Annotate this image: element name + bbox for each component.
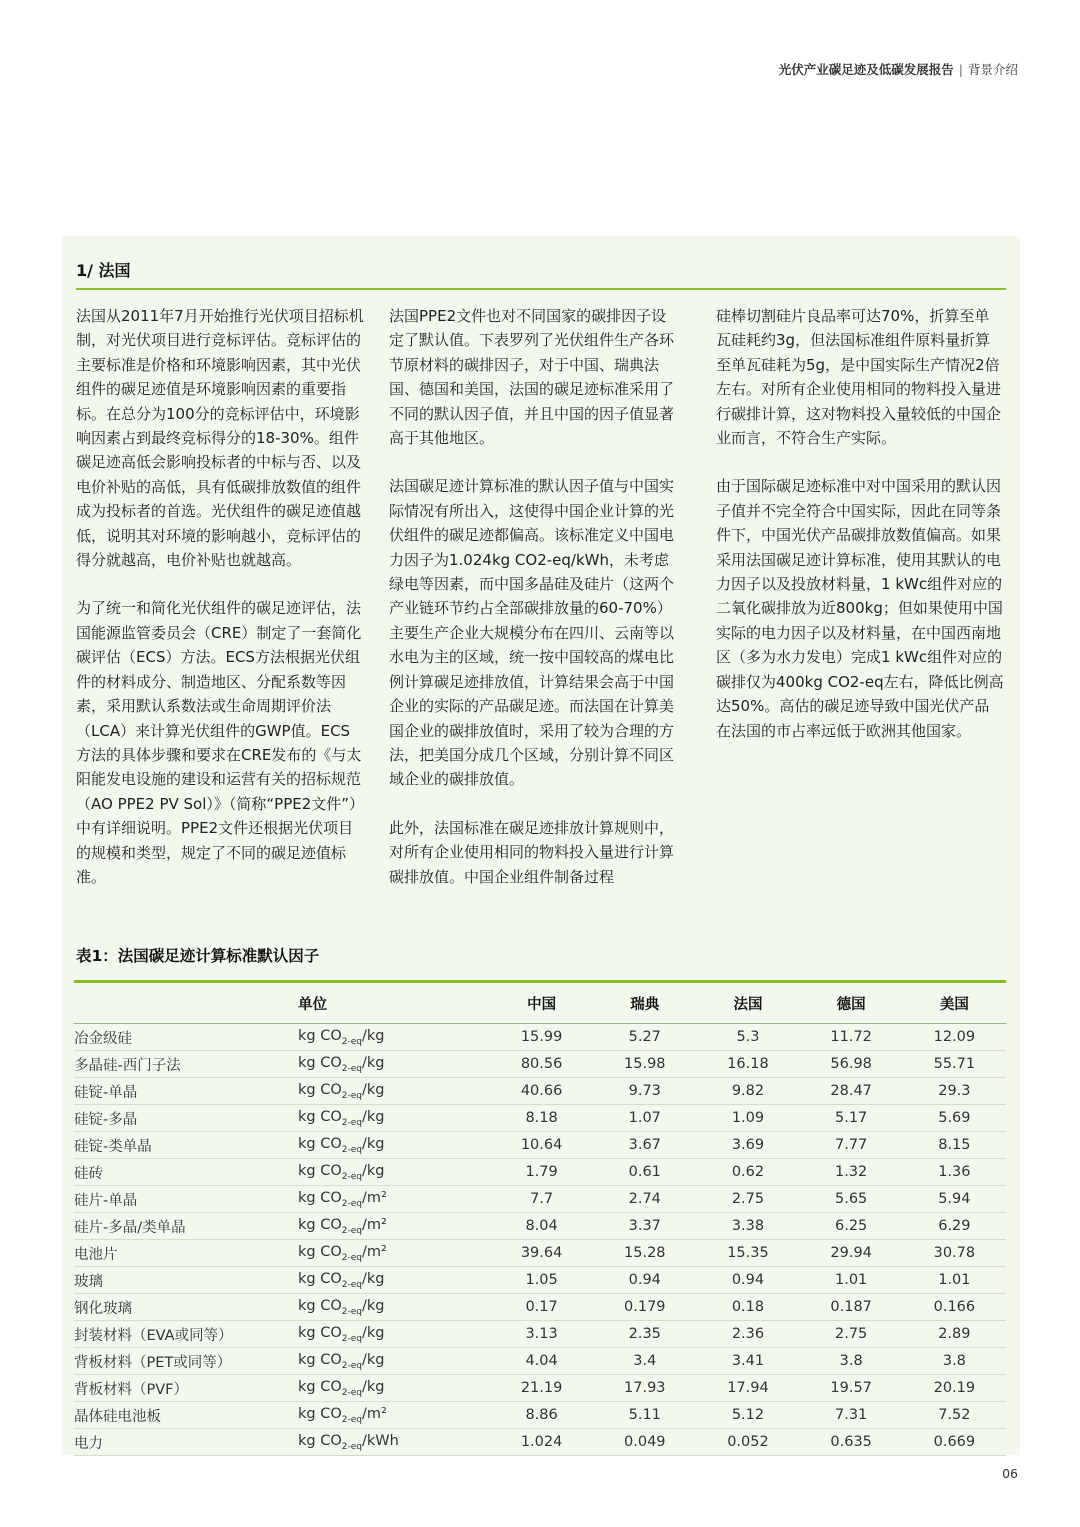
unit-subscript: 2-eq [341, 1198, 362, 1209]
factor-value: 8.15 [903, 1132, 1006, 1159]
unit-suffix: /m² [361, 1216, 387, 1233]
factor-value: 1.79 [490, 1159, 593, 1186]
factor-value: 3.69 [696, 1132, 799, 1159]
material-name: 背板材料（PVF） [74, 1375, 292, 1402]
table-title: 表1：法国碳足迹计算标准默认因子 [76, 947, 320, 965]
unit-suffix: /m² [361, 1189, 387, 1206]
factor-value: 55.71 [903, 1051, 1006, 1078]
table-row [74, 1267, 1006, 1294]
table-row [74, 1159, 1006, 1186]
material-name: 晶体硅电池板 [74, 1402, 292, 1429]
factor-value: 1.32 [800, 1159, 903, 1186]
factor-value: 0.049 [593, 1429, 696, 1456]
section-name: 背景介绍 [967, 62, 1018, 77]
factor-value: 11.72 [800, 1024, 903, 1051]
factor-value: 0.635 [800, 1429, 903, 1456]
column-header-sweden: 瑞典 [593, 982, 696, 1024]
paragraph: 由于国际碳足迹标准中对中国采用的默认因子值并不完全符合中国实际，因此在同等条件下，中国光伏产品碳排放数值偏高。如果采用法国碳足迹计算标准，使用其默认的电力因子以及投放材料量，1 kWc组件对应的二氧化碳排放为近800kg；但如果使用中国实际的电力因子以及材料量，在中国西南地区（多为水力发电）完成1 kWc组件对应的碳排仅为400kg CO2-eq左右，降低比例高达50%。高估的碳足迹导致中国光伏产品在法国的市占率远低于欧洲其他国家。 [716, 477, 1004, 740]
factor-value: 1.01 [800, 1267, 903, 1294]
table-body [74, 1024, 1006, 1456]
factor-value: 15.35 [696, 1240, 799, 1267]
factor-value: 40.66 [490, 1078, 593, 1105]
unit-cell [292, 1294, 490, 1321]
table-row [74, 1429, 1006, 1456]
factor-value: 4.04 [490, 1348, 593, 1375]
factor-value: 2.35 [593, 1321, 696, 1348]
table-row [74, 1132, 1006, 1159]
unit-suffix: /kg [361, 1162, 385, 1179]
page-number: 06 [1002, 1466, 1018, 1481]
factor-value: 7.77 [800, 1132, 903, 1159]
content-panel [62, 236, 1020, 1455]
unit-subscript: 2-eq [341, 1279, 362, 1290]
header-separator: | [958, 62, 963, 77]
table-row [74, 1294, 1006, 1321]
factor-value: 17.94 [696, 1375, 799, 1402]
table-row [74, 1024, 1006, 1051]
factor-value: 6.29 [903, 1213, 1006, 1240]
factor-value: 2.75 [800, 1321, 903, 1348]
unit-suffix: /kg [361, 1081, 385, 1098]
unit-prefix: kg CO [298, 1054, 342, 1071]
factor-value: 39.64 [490, 1240, 593, 1267]
table-row [74, 1186, 1006, 1213]
unit-suffix: /m² [361, 1405, 387, 1422]
text-column-1 [76, 304, 364, 913]
factor-value: 2.36 [696, 1321, 799, 1348]
factor-value: 0.94 [696, 1267, 799, 1294]
unit-subscript: 2-eq [341, 1306, 362, 1317]
unit-cell [292, 1267, 490, 1294]
factor-value: 5.27 [593, 1024, 696, 1051]
unit-suffix: /kg [361, 1270, 385, 1287]
factor-value: 0.17 [490, 1294, 593, 1321]
column-header-usa: 美国 [903, 982, 1006, 1024]
factor-value: 29.94 [800, 1240, 903, 1267]
factor-value: 29.3 [903, 1078, 1006, 1105]
unit-cell [292, 1402, 490, 1429]
factor-value: 1.05 [490, 1267, 593, 1294]
factor-value: 0.62 [696, 1159, 799, 1186]
section-title: 1/ 法国 [76, 261, 131, 280]
factor-value: 15.28 [593, 1240, 696, 1267]
factor-value: 28.47 [800, 1078, 903, 1105]
material-name: 电力 [74, 1429, 292, 1456]
factor-value: 0.94 [593, 1267, 696, 1294]
material-name: 玻璃 [74, 1267, 292, 1294]
factor-value: 5.94 [903, 1186, 1006, 1213]
unit-subscript: 2-eq [341, 1117, 362, 1128]
unit-cell [292, 1159, 490, 1186]
factor-value: 80.56 [490, 1051, 593, 1078]
factor-value: 6.25 [800, 1213, 903, 1240]
factor-value: 0.669 [903, 1429, 1006, 1456]
unit-subscript: 2-eq [341, 1144, 362, 1155]
factor-value: 0.187 [800, 1294, 903, 1321]
factor-value: 1.09 [696, 1105, 799, 1132]
unit-prefix: kg CO [298, 1378, 342, 1395]
unit-suffix: /kg [361, 1108, 385, 1125]
factor-value: 3.41 [696, 1348, 799, 1375]
unit-subscript: 2-eq [341, 1036, 362, 1047]
table-row [74, 1051, 1006, 1078]
unit-suffix: /kWh [361, 1432, 399, 1449]
factor-value: 9.82 [696, 1078, 799, 1105]
factor-value: 0.166 [903, 1294, 1006, 1321]
table-header-row [74, 982, 1006, 1024]
unit-subscript: 2-eq [341, 1360, 362, 1371]
unit-cell [292, 1213, 490, 1240]
factor-value: 2.75 [696, 1186, 799, 1213]
unit-prefix: kg CO [298, 1081, 342, 1098]
factor-value: 3.13 [490, 1321, 593, 1348]
unit-cell [292, 1186, 490, 1213]
paragraph: 此外，法国标准在碳足迹排放计算规则中，对所有企业使用相同的物料投入量进行计算碳排放值。中国企业组件制备过程 [389, 818, 675, 886]
factor-value: 56.98 [800, 1051, 903, 1078]
table-row [74, 1240, 1006, 1267]
running-header [779, 60, 1018, 78]
factor-value: 1.07 [593, 1105, 696, 1132]
unit-suffix: /kg [361, 1351, 385, 1368]
unit-prefix: kg CO [298, 1405, 342, 1422]
factor-value: 9.73 [593, 1078, 696, 1105]
factor-value: 3.37 [593, 1213, 696, 1240]
factor-value: 16.18 [696, 1051, 799, 1078]
factor-value: 15.98 [593, 1051, 696, 1078]
unit-cell [292, 1132, 490, 1159]
factor-value: 3.67 [593, 1132, 696, 1159]
factor-value: 3.38 [696, 1213, 799, 1240]
factor-value: 5.65 [800, 1186, 903, 1213]
factor-value: 7.7 [490, 1186, 593, 1213]
factor-value: 19.57 [800, 1375, 903, 1402]
factor-value: 5.17 [800, 1105, 903, 1132]
unit-suffix: /kg [361, 1054, 385, 1071]
section-divider [76, 288, 1006, 290]
paragraph: 法国碳足迹计算标准的默认因子值与中国实际情况有所出入，这使得中国企业计算的光伏组件的碳足迹都偏高。该标准定义中国电力因子为1.024kg CO2-eq/kWh，未考虑绿电等因素，而中国多晶硅及硅片（这两个产业链环节约占全部碳排放量的60-70%）主要生产企业大规模分布在四川、云南等以水电为主的区域，统一按中国较高的煤电比例计算碳足迹排放值，计算结果会高于中国企业的实际的产品碳足迹。而法国在计算美国企业的碳排放值时，采用了较为合理的方法，把美国分成几个区域，分别计算不同区域企业的碳排放值。 [389, 477, 675, 789]
unit-prefix: kg CO [298, 1108, 342, 1125]
factor-value: 8.18 [490, 1105, 593, 1132]
material-name: 冶金级硅 [74, 1024, 292, 1051]
unit-subscript: 2-eq [341, 1414, 362, 1425]
paragraph: 法国从2011年7月开始推行光伏项目招标机制，对光伏项目进行竞标评估。竞标评估的主要标准是价格和环境影响因素，其中光伏组件的碳足迹值是环境影响因素的重要指标。在总分为100分的竞标评估中，环境影响因素占到最终竞标得分的18-30%。组件碳足迹高低会影响投标者的中标与否、以及电价补贴的高低，具有低碳排放数值的组件成为投标者的首选。光伏组件的碳足迹值越低，说明其对环境的影响越小，竞标评估的得分就越高，电价补贴也就越高。 [76, 307, 364, 570]
material-name: 硅砖 [74, 1159, 292, 1186]
material-name: 钢化玻璃 [74, 1294, 292, 1321]
paragraph: 硅棒切割硅片良品率可达70%，折算至单瓦硅耗约3g，但法国标准组件原料量折算至单瓦硅耗为5g，是中国实际生产情况2倍左右。对所有企业使用相同的物料投入量进行碳排计算，这对物料投入量较低的中国企业而言，不符合生产实际。 [716, 307, 1002, 448]
unit-subscript: 2-eq [341, 1090, 362, 1101]
unit-subscript: 2-eq [341, 1225, 362, 1236]
factor-value: 3.8 [800, 1348, 903, 1375]
unit-cell [292, 1105, 490, 1132]
unit-cell [292, 1051, 490, 1078]
unit-suffix: /m² [361, 1243, 387, 1260]
text-column-3 [716, 304, 1004, 767]
report-title: 光伏产业碳足迹及低碳发展报告 [778, 62, 954, 77]
material-name: 硅片-单晶 [74, 1186, 292, 1213]
factor-value: 7.52 [903, 1402, 1006, 1429]
unit-cell [292, 1024, 490, 1051]
unit-suffix: /kg [361, 1297, 385, 1314]
material-name: 封装材料（EVA或同等） [74, 1321, 292, 1348]
unit-subscript: 2-eq [341, 1171, 362, 1182]
factor-value: 1.36 [903, 1159, 1006, 1186]
table-row [74, 1402, 1006, 1429]
paragraph: 为了统一和简化光伏组件的碳足迹评估，法国能源监管委员会（CRE）制定了一套简化碳评估（ECS）方法。ECS方法根据光伏组件的材料成分、制造地区、分配系数等因素，采用默认系数法或生命周期评价法（LCA）来计算光伏组件的GWP值。ECS方法的具体步骤和要求在CRE发布的《与太阳能发电设施的建设和运营有关的招标规范（AO PPE2 PV Sol）》（简称“PPE2文件”）中有详细说明。PPE2文件还根据光伏项目的规模和类型，规定了不同的碳足迹值标准。 [76, 599, 362, 886]
material-name: 电池片 [74, 1240, 292, 1267]
factor-value: 8.04 [490, 1213, 593, 1240]
factor-value: 3.8 [903, 1348, 1006, 1375]
unit-subscript: 2-eq [341, 1063, 362, 1074]
factor-value: 21.19 [490, 1375, 593, 1402]
material-name: 硅锭-多晶 [74, 1105, 292, 1132]
factor-value: 0.052 [696, 1429, 799, 1456]
unit-cell [292, 1240, 490, 1267]
factor-value: 30.78 [903, 1240, 1006, 1267]
unit-suffix: /kg [361, 1324, 385, 1341]
emission-factor-table [74, 980, 1006, 1456]
factor-value: 5.69 [903, 1105, 1006, 1132]
factor-value: 0.18 [696, 1294, 799, 1321]
column-header-china: 中国 [490, 982, 593, 1024]
material-name: 硅锭-单晶 [74, 1078, 292, 1105]
unit-prefix: kg CO [298, 1297, 342, 1314]
table-row [74, 1213, 1006, 1240]
factor-value: 1.024 [490, 1429, 593, 1456]
factor-value: 2.74 [593, 1186, 696, 1213]
unit-prefix: kg CO [298, 1432, 342, 1449]
unit-cell [292, 1078, 490, 1105]
unit-subscript: 2-eq [341, 1252, 362, 1263]
unit-cell [292, 1429, 490, 1456]
unit-prefix: kg CO [298, 1351, 342, 1368]
factor-value: 5.12 [696, 1402, 799, 1429]
factor-value: 20.19 [903, 1375, 1006, 1402]
unit-prefix: kg CO [298, 1243, 342, 1260]
paragraph: 法国PPE2文件也对不同国家的碳排因子设定了默认值。下表罗列了光伏组件生产各环节原材料的碳排因子，对于中国、瑞典法国、德国和美国，法国的碳足迹标准采用了不同的默认因子值，并且中国的因子值显著高于其他地区。 [389, 307, 675, 448]
factor-value: 0.179 [593, 1294, 696, 1321]
unit-prefix: kg CO [298, 1189, 342, 1206]
material-name: 硅锭-类单晶 [74, 1132, 292, 1159]
unit-prefix: kg CO [298, 1216, 342, 1233]
column-header-unit: 单位 [292, 982, 490, 1024]
factor-value: 1.01 [903, 1267, 1006, 1294]
unit-suffix: /kg [361, 1027, 385, 1044]
factor-value: 7.31 [800, 1402, 903, 1429]
unit-prefix: kg CO [298, 1162, 342, 1179]
material-name: 多晶硅-西门子法 [74, 1051, 292, 1078]
factor-value: 15.99 [490, 1024, 593, 1051]
unit-prefix: kg CO [298, 1270, 342, 1287]
table-row [74, 1375, 1006, 1402]
unit-subscript: 2-eq [341, 1441, 362, 1452]
unit-subscript: 2-eq [341, 1333, 362, 1344]
column-header-germany: 德国 [800, 982, 903, 1024]
factor-value: 12.09 [903, 1024, 1006, 1051]
text-column-2 [389, 304, 677, 913]
factor-value: 10.64 [490, 1132, 593, 1159]
table-row [74, 1105, 1006, 1132]
unit-cell [292, 1348, 490, 1375]
material-name: 背板材料（PET或同等） [74, 1348, 292, 1375]
factor-value: 17.93 [593, 1375, 696, 1402]
unit-cell [292, 1375, 490, 1402]
table-row [74, 1348, 1006, 1375]
factor-value: 3.4 [593, 1348, 696, 1375]
unit-suffix: /kg [361, 1135, 385, 1152]
unit-prefix: kg CO [298, 1027, 342, 1044]
column-header-france: 法国 [696, 982, 799, 1024]
factor-value: 2.89 [903, 1321, 1006, 1348]
unit-suffix: /kg [361, 1378, 385, 1395]
unit-subscript: 2-eq [341, 1387, 362, 1398]
factor-value: 8.86 [490, 1402, 593, 1429]
unit-cell [292, 1321, 490, 1348]
unit-prefix: kg CO [298, 1135, 342, 1152]
factor-value: 0.61 [593, 1159, 696, 1186]
material-name: 硅片-多晶/类单晶 [74, 1213, 292, 1240]
factor-value: 5.3 [696, 1024, 799, 1051]
column-header [74, 982, 292, 1024]
factor-value: 5.11 [593, 1402, 696, 1429]
unit-prefix: kg CO [298, 1324, 342, 1341]
table-row [74, 1321, 1006, 1348]
table-row [74, 1078, 1006, 1105]
